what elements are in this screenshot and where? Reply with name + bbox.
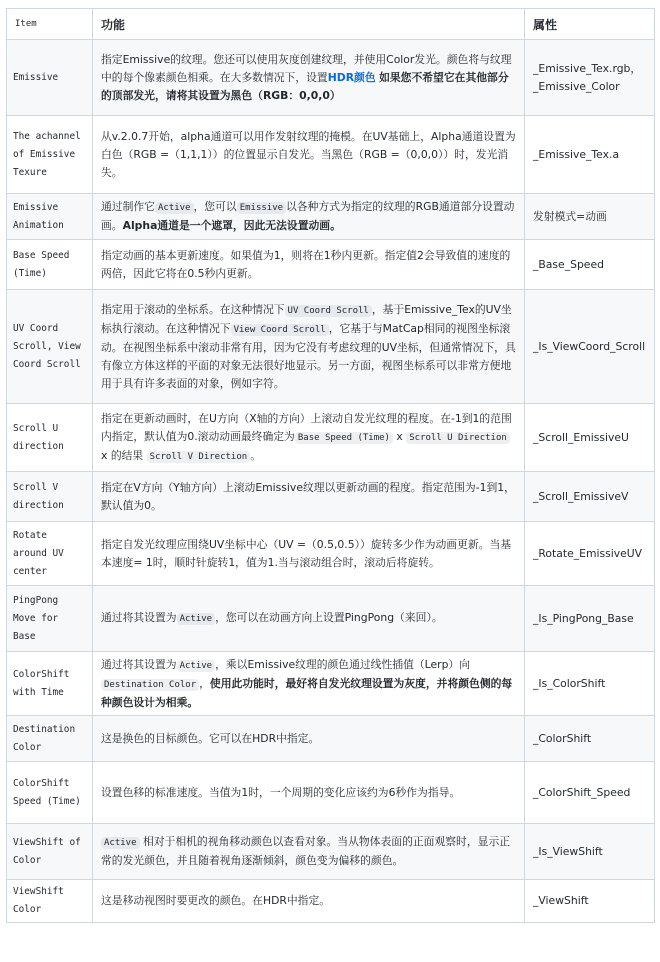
table-row — [7, 716, 655, 762]
header-function: 功能 — [93, 9, 525, 40]
table-row — [7, 290, 655, 404]
table-row — [7, 652, 655, 716]
table-row — [7, 586, 655, 652]
table-row — [7, 116, 655, 194]
item-cell: Base Speed (Time) — [7, 240, 93, 290]
table-row — [7, 762, 655, 824]
function-cell: Active 相对于相机的视角移动颜色以查看对象。当从物体表面的正面观察时，显示正常的发光颜色，并且随着视角逐渐倾斜，颜色变为偏移的颜色。 — [93, 824, 525, 880]
inline-code: UV Coord Scroll — [285, 305, 372, 317]
attribute-cell: _Emissive_Tex.a — [525, 116, 655, 194]
attribute-cell: _ColorShift — [525, 716, 655, 762]
inline-code: Emissive — [237, 202, 286, 214]
item-cell: Destination Color — [7, 716, 93, 762]
attribute-cell: _Rotate_EmissiveUV — [525, 522, 655, 586]
inline-code: Active — [101, 837, 140, 849]
attribute-cell: _Is_ColorShift — [525, 652, 655, 716]
table-row — [7, 880, 655, 923]
attribute-cell: _Scroll_EmissiveV — [525, 472, 655, 522]
table-row — [7, 240, 655, 290]
item-cell: Emissive Animation — [7, 194, 93, 240]
inline-code: Active — [155, 202, 194, 214]
function-cell: 指定动画的基本更新速度。如果值为1，则将在1秒内更新。指定值2会导致值的速度的两倍，因此它将在0.5秒内更新。 — [93, 240, 525, 290]
inline-code: Active — [177, 660, 216, 672]
attribute-cell: _Scroll_EmissiveU — [525, 404, 655, 472]
item-cell: Rotate around UV center — [7, 522, 93, 586]
attribute-cell: _Emissive_Tex.rgb，_Emissive_Color — [525, 40, 655, 116]
function-cell: 通过制作它 Active ，您可以 Emissive 以各种方式为指定的纹理的RGB通道部分设置动画。Alpha通道是一个遮罩，因此无法设置动画。 — [93, 194, 525, 240]
item-cell: ViewShift of Color — [7, 824, 93, 880]
function-cell: 这是换色的目标颜色。它可以在HDR中指定。 — [93, 716, 525, 762]
function-cell: 指定用于滚动的坐标系。在这种情况下 UV Coord Scroll ，基于Emissive_Tex的UV坐标执行滚动。在这种情况下 View Coord Scroll ，它基于与MatCap相同的视图坐标滚动。在视图坐标系中滚动非常有用，因为它没有考虑纹理的UV坐标，但通常情况下，具有像立方体这样的平面的对象无法很好地显示。另一方面，视图坐标系可以非常方便地用于具有许多表面的对象，例如字符。 — [93, 290, 525, 404]
inline-code: View Coord Scroll — [231, 324, 329, 336]
table-row — [7, 824, 655, 880]
attribute-cell: 发射模式=动画 — [525, 194, 655, 240]
function-cell: 指定自发光纹理应围绕UV坐标中心（UV =（0.5,0.5））旋转多少作为动画更新。当基本速度= 1时，顺时针旋转1，值为1.当与滚动组合时，滚动后将旋转。 — [93, 522, 525, 586]
hdr-color-link[interactable]: HDR颜色 — [327, 70, 376, 84]
inline-code: Active — [177, 613, 216, 625]
item-cell: Emissive — [7, 40, 93, 116]
function-cell: 通过将其设置为 Active ，您可以在动画方向上设置PingPong（来回）。 — [93, 586, 525, 652]
item-cell: ColorShift Speed (Time) — [7, 762, 93, 824]
function-cell: 从v.2.0.7开始，alpha通道可以用作发射纹理的掩模。在UV基础上，Alpha通道设置为白色（RGB =（1,1,1））的位置显示自发光。当黑色（RGB =（0,0,0））时，发光消失。 — [93, 116, 525, 194]
function-cell: 这是移动视图时要更改的颜色。在HDR中指定。 — [93, 880, 525, 923]
attribute-cell: _Is_ViewShift — [525, 824, 655, 880]
table-row — [7, 404, 655, 472]
attribute-cell: _Is_PingPong_Base — [525, 586, 655, 652]
header-attribute: 属性 — [525, 9, 655, 40]
item-cell: UV Coord Scroll, View Coord Scroll — [7, 290, 93, 404]
function-cell: 指定在V方向（Y轴方向）上滚动Emissive纹理以更新动画的程度。指定范围为-1到1，默认值为0。 — [93, 472, 525, 522]
function-cell: 设置色移的标准速度。当值为1时，一个周期的变化应该约为6秒作为指导。 — [93, 762, 525, 824]
inline-code: Scroll V Direction — [147, 451, 251, 463]
table-row — [7, 522, 655, 586]
item-cell: Scroll U direction — [7, 404, 93, 472]
table-row — [7, 40, 655, 116]
item-cell: PingPong Move for Base — [7, 586, 93, 652]
table-row — [7, 472, 655, 522]
attribute-cell: _Base_Speed — [525, 240, 655, 290]
function-cell: 指定Emissive的纹理。您还可以使用灰度创建纹理，并使用Color发光。颜色将与纹理中的每个像素颜色相乘。在大多数情况下，设置HDR颜色 如果您不希望它在其他部分的顶部发光，请将其设置为黑色（RGB：0,0,0） — [93, 40, 525, 116]
table-row — [7, 194, 655, 240]
inline-code: Destination Color — [101, 679, 199, 691]
attribute-cell: _ViewShift — [525, 880, 655, 923]
item-cell: ColorShift with Time — [7, 652, 93, 716]
function-cell: 指定在更新动画时，在U方向（X轴的方向）上滚动自发光纹理的程度。在-1到1的范围内指定，默认值为0.滚动动画最终确定为 Base Speed (Time) x Scroll U Direction x 的结果 Scroll V Direction 。 — [93, 404, 525, 472]
attribute-cell: _ColorShift_Speed — [525, 762, 655, 824]
attribute-cell: _Is_ViewCoord_Scroll — [525, 290, 655, 404]
properties-table — [6, 8, 655, 923]
header-item: Item — [7, 9, 93, 40]
inline-code: Base Speed (Time) — [295, 432, 393, 444]
table-header-row — [7, 9, 655, 40]
item-cell: Scroll V direction — [7, 472, 93, 522]
function-cell: 通过将其设置为 Active ，乘以Emissive纹理的颜色通过线性插值（Lerp）向Destination Color ，使用此功能时，最好将自发光纹理设置为灰度，并将颜色侧的每种颜色设计为相乘。 — [93, 652, 525, 716]
item-cell: The achannel of Emissive Texure — [7, 116, 93, 194]
inline-code: Scroll U Direction — [406, 432, 510, 444]
item-cell: ViewShift Color — [7, 880, 93, 923]
